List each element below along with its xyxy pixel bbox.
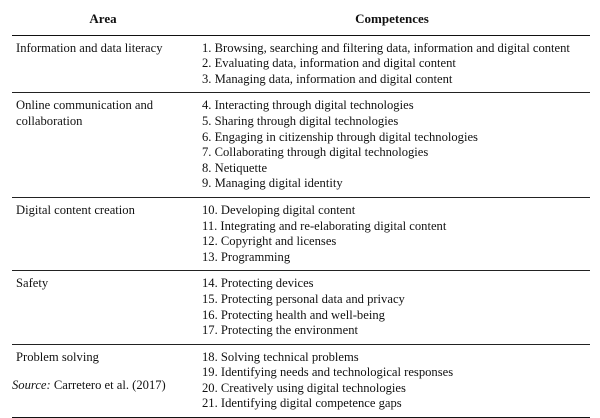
competences-cell (194, 271, 590, 344)
competence-item: 15. Protecting personal data and privacy (202, 291, 405, 306)
area-cell: Online communication and collaboration (12, 93, 194, 198)
header-row (12, 6, 590, 35)
table-header (12, 6, 590, 35)
competence-item: 3. Managing data, information and digital content (202, 71, 453, 86)
source-text: Carretero et al. (2017) (50, 378, 166, 392)
competence-item: 14. Protecting devices (202, 276, 314, 291)
competence-item: 16. Protecting health and well-being (202, 307, 385, 322)
competence-item: 17. Protecting the environment (202, 323, 358, 338)
area-cell: Problem solving (12, 344, 194, 417)
competence-item: 18. Solving technical problems (202, 349, 359, 364)
competence-item: 19. Identifying needs and technological responses (202, 365, 454, 380)
table-row (12, 197, 590, 270)
area-cell: Digital content creation (12, 197, 194, 270)
table-row (12, 93, 590, 198)
competence-item: 10. Developing digital content (202, 202, 356, 217)
competence-item: 6. Engaging in citizenship through digital technologies (202, 129, 478, 144)
competences-cell (194, 344, 590, 417)
table-row (12, 35, 590, 93)
competence-item: 8. Netiquette (202, 160, 268, 175)
competence-item: 21. Identifying digital competence gaps (202, 396, 402, 411)
table-body (12, 35, 590, 417)
competence-item: 1. Browsing, searching and filtering data, information and digital content (202, 40, 570, 55)
competences-cell (194, 35, 590, 93)
competence-item: 12. Copyright and licenses (202, 234, 337, 249)
source-note (12, 378, 166, 393)
competence-item: 7. Collaborating through digital technologies (202, 145, 429, 160)
competence-item: 5. Sharing through digital technologies (202, 113, 399, 128)
competences-cell (194, 93, 590, 198)
competence-item: 4. Interacting through digital technologies (202, 98, 414, 113)
competence-item: 11. Integrating and re-elaborating digital content (202, 218, 447, 233)
competence-item: 20. Creatively using digital technologies (202, 380, 406, 395)
area-cell: Information and data literacy (16, 40, 163, 55)
area-cell: Safety (12, 271, 194, 344)
header-area: Area (12, 6, 194, 35)
competences-table (12, 6, 590, 418)
competence-item: 9. Managing digital identity (202, 176, 343, 191)
source-label: Source: (12, 378, 51, 392)
competences-cell (194, 197, 590, 270)
competence-item: 13. Programming (202, 249, 291, 264)
table-row (12, 271, 590, 344)
header-competences: Competences (194, 6, 590, 35)
competence-item: 2. Evaluating data, information and digital content (202, 56, 456, 71)
